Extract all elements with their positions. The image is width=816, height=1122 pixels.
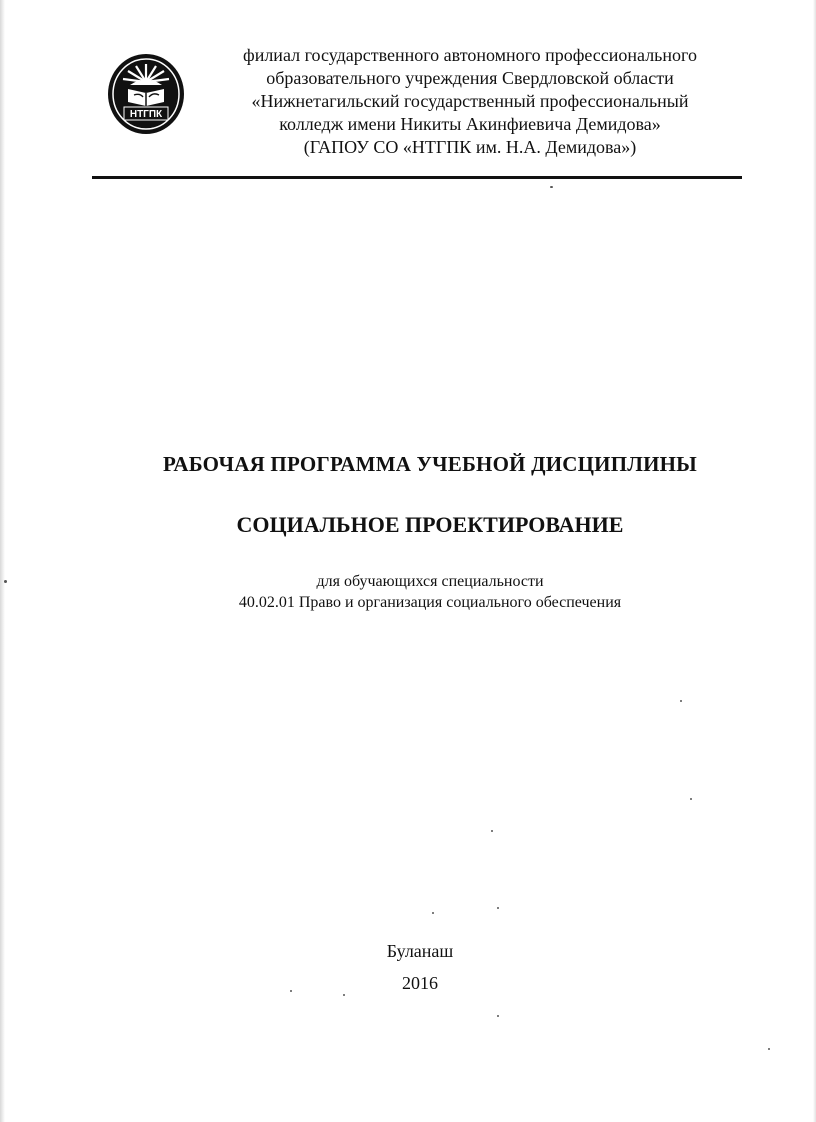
discipline-title: СОЦИАЛЬНОЕ ПРОЕКТИРОВАНИЕ	[236, 512, 624, 537]
audience-line: 40.02.01 Право и организация социального обеспечения	[238, 594, 622, 611]
document-title: РАБОЧАЯ ПРОГРАММА УЧЕБНОЙ ДИСЦИПЛИНЫ	[162, 452, 697, 476]
scan-speck	[768, 1048, 770, 1050]
scan-speck	[680, 700, 682, 702]
scan-speck	[497, 907, 499, 909]
scan-speck	[690, 798, 692, 800]
scan-speck	[432, 912, 434, 914]
scan-speck	[290, 990, 292, 992]
audience-line: для обучающихся специальности	[316, 573, 544, 590]
scan-speck	[491, 830, 493, 832]
scan-speck	[497, 1015, 499, 1017]
audience-block	[100, 571, 760, 613]
scan-speck	[4, 580, 7, 583]
college-emblem-icon	[106, 52, 186, 136]
header-line: образовательного учреждения Свердловской области	[266, 68, 674, 88]
scan-edge-left	[0, 0, 5, 1122]
header-line: филиал государственного автономного профессионального	[243, 45, 697, 65]
header-line: (ГАПОУ СО «НТГПК им. Н.А. Демидова»)	[303, 137, 637, 157]
publication-year: 2016	[402, 973, 438, 993]
publication-place: Буланаш	[386, 941, 454, 961]
institution-header	[190, 44, 750, 159]
header-divider	[92, 176, 742, 179]
header-line: колледж имени Никиты Акинфиевича Демидова»	[279, 114, 661, 134]
emblem-label: НТГПК	[129, 109, 163, 120]
scan-speck	[550, 186, 553, 188]
header-line: «Нижнетагильский государственный профессиональный	[251, 91, 689, 111]
scan-speck	[343, 994, 345, 996]
